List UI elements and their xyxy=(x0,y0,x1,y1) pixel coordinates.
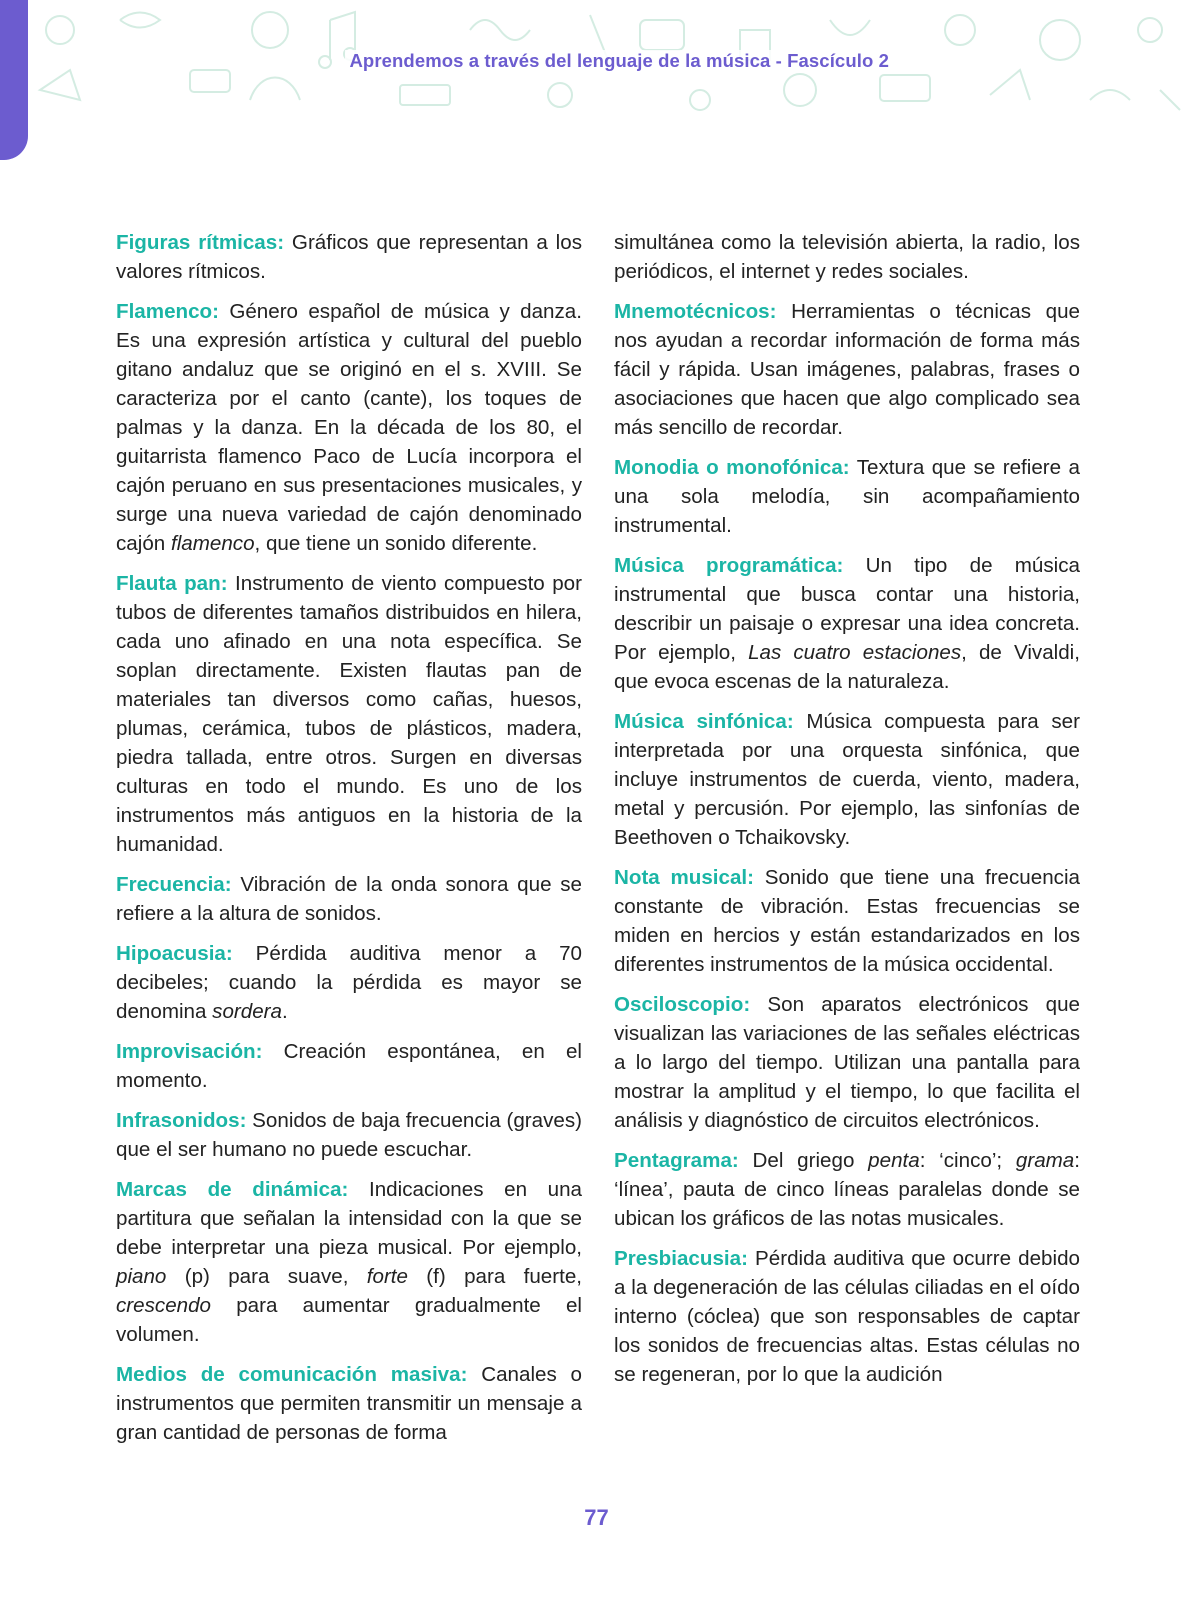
glossary-term: Nota musical: xyxy=(614,866,755,889)
glossary-term: Infrasonidos: xyxy=(116,1109,247,1132)
glossary-term: Marcas de dinámica: xyxy=(116,1178,349,1201)
glossary-definition: . xyxy=(282,1000,288,1023)
glossary-italic-term: crescendo xyxy=(116,1294,212,1317)
glossary-italic-term: penta xyxy=(868,1149,920,1172)
glossary-entry xyxy=(614,863,1080,979)
glossary-entry xyxy=(614,1146,1080,1233)
glossary-entry xyxy=(614,297,1080,442)
glossary-definition: Pérdida auditiva menor a 70 decibeles; cuando la pérdida es mayor se denomina xyxy=(116,942,582,1023)
glossary-italic-term: flamenco xyxy=(170,532,255,555)
glossary-term: Improvisación: xyxy=(116,1040,263,1063)
glossary-term: Monodia o monofónica: xyxy=(614,456,850,479)
glossary-right-column xyxy=(614,228,1080,1458)
glossary-definition: Pérdida auditiva que ocurre debido a la degeneración de las células ciliadas en el oído interno (cóclea) que son responsables de captar los sonidos de frecuencias altas. Estas células no se regeneran, por lo que la audición xyxy=(614,1247,1080,1386)
glossary-definition: (p) para suave, xyxy=(166,1265,367,1288)
glossary-term: Hipoacusia: xyxy=(116,942,233,965)
glossary-entry xyxy=(116,228,582,286)
glossary-definition: Sonido que tiene una frecuencia constante de vibración. Estas frecuencias se miden en hercios y están estandarizados en los diferentes instrumentos de la música occidental. xyxy=(614,866,1080,976)
glossary-definition: Canales o instrumentos que permiten transmitir un mensaje a gran cantidad de personas de forma xyxy=(116,1363,582,1444)
glossary-definition: Música compuesta para ser interpretada por una orquesta sinfónica, que incluye instrumentos de cuerda, viento, madera, metal y percusión. Por ejemplo, las sinfonías de Beethoven o Tchaikovsky. xyxy=(614,710,1080,849)
glossary-definition: Creación espontánea, en el momento. xyxy=(116,1040,582,1092)
glossary-term: Medios de comunicación masiva: xyxy=(116,1363,468,1386)
page-number: 77 xyxy=(584,1505,609,1530)
glossary-entry xyxy=(116,1360,582,1447)
glossary-definition: Vibración de la onda sonora que se refiere a la altura de sonidos. xyxy=(116,873,582,925)
glossary-term: Osciloscopio: xyxy=(614,993,751,1016)
glossary-definition: para aumentar gradualmente el volumen. xyxy=(116,1294,582,1346)
page-header-title: Aprendemos a través del lenguaje de la música - Fascículo 2 xyxy=(345,50,893,72)
glossary-term: Pentagrama: xyxy=(614,1149,739,1172)
glossary-definition: Del griego xyxy=(738,1149,869,1172)
glossary-definition: : ‘cinco’; xyxy=(919,1149,1016,1172)
glossary-definition: Son aparatos electrónicos que visualizan las variaciones de las señales eléctricas a lo largo del tiempo. Utilizan una pantalla para mostrar la amplitud y el tiempo, lo que facilita el análisis y diagnóstico de circuitos electrónicos. xyxy=(614,993,1080,1132)
glossary-columns xyxy=(116,228,1080,1458)
glossary-term: Música sinfónica: xyxy=(614,710,794,733)
glossary-entry xyxy=(614,453,1080,540)
glossary-term: Flamenco: xyxy=(116,300,219,323)
page-header xyxy=(0,0,1193,160)
side-color-tab xyxy=(0,0,28,160)
glossary-entry xyxy=(614,551,1080,696)
glossary-entry xyxy=(116,1106,582,1164)
glossary-left-column xyxy=(116,228,582,1458)
glossary-definition: Indicaciones en una partitura que señalan la intensidad con la que se debe interpretar una pieza musical. Por ejemplo, xyxy=(116,1178,582,1259)
glossary-italic-term: piano xyxy=(116,1265,167,1288)
glossary-entry xyxy=(116,870,582,928)
music-doodle-pattern xyxy=(0,0,1193,160)
glossary-entry xyxy=(116,939,582,1026)
glossary-entry xyxy=(614,990,1080,1135)
glossary-definition: Un tipo de música instrumental que busca contar una historia, describir un paisaje o expresar una idea concreta. Por ejemplo, xyxy=(614,554,1080,664)
glossary-definition: Herramientas o técnicas que nos ayudan a recordar información de forma más fácil y rápida. Usan imágenes, palabras, frases o asociaciones que hacen que algo complicado sea más sencillo de recordar. xyxy=(614,300,1080,439)
glossary-entry xyxy=(116,1175,582,1349)
glossary-definition: Sonidos de baja frecuencia (graves) que el ser humano no puede escuchar. xyxy=(116,1109,582,1161)
glossary-italic-term: grama xyxy=(1015,1149,1075,1172)
glossary-term: Frecuencia: xyxy=(116,873,232,896)
continued-text: simultánea como la televisión abierta, la radio, los periódicos, el internet y redes sociales. xyxy=(614,231,1080,283)
glossary-italic-term: Las cuatro estaciones xyxy=(748,641,962,664)
glossary-term: Presbiacusia: xyxy=(614,1247,748,1270)
glossary-italic-term: forte xyxy=(366,1265,408,1288)
glossary-definition: (f) para fuerte, xyxy=(407,1265,583,1288)
glossary-definition: , de Vivaldi, que evoca escenas de la naturaleza. xyxy=(614,641,1080,693)
glossary-entry xyxy=(614,1244,1080,1389)
glossary-definition: : ‘línea’, pauta de cinco líneas paralelas donde se ubican los gráficos de las notas musicales. xyxy=(614,1149,1080,1230)
glossary-term: Flauta pan: xyxy=(116,572,228,595)
glossary-entry xyxy=(614,707,1080,852)
glossary-definition: Gráficos que representan a los valores rítmicos. xyxy=(116,231,583,283)
glossary-term: Música programática: xyxy=(614,554,844,577)
glossary-italic-term: sordera xyxy=(212,1000,282,1023)
glossary-entry xyxy=(116,1037,582,1095)
glossary-term: Figuras rítmicas: xyxy=(116,231,285,254)
glossary-definition: Instrumento de viento compuesto por tubos de diferentes tamaños distribuidos en hilera, cada uno afinado en una nota específica. Se soplan directamente. Existen flautas pan de materiales tan diversos como cañas, huesos, plumas, cerámica, tubos de plásticos, madera, piedra tallada, entre otros. Surgen en diversas culturas en todo el mundo. Es uno de los instrumentos más antiguos en la historia de la humanidad. xyxy=(116,572,582,856)
glossary-entry xyxy=(116,569,582,859)
glossary-term: Mnemotécnicos: xyxy=(614,300,777,323)
glossary-definition: , que tiene un sonido diferente. xyxy=(254,532,538,555)
glossary-definition: Textura que se refiere a una sola melodía, sin acompañamiento instrumental. xyxy=(614,456,1080,537)
glossary-entry xyxy=(116,297,582,558)
glossary-definition: Género español de música y danza. Es una expresión artística y cultural del pueblo gitano andaluz que se originó en el s. XVIII. Se caracteriza por el canto (cante), los toques de palmas y la danza. En la década de los 80, el guitarrista flamenco Paco de Lucía incorpora el cajón peruano en sus presentaciones musicales, y surge una nueva variedad de cajón denominado cajón xyxy=(116,300,582,555)
